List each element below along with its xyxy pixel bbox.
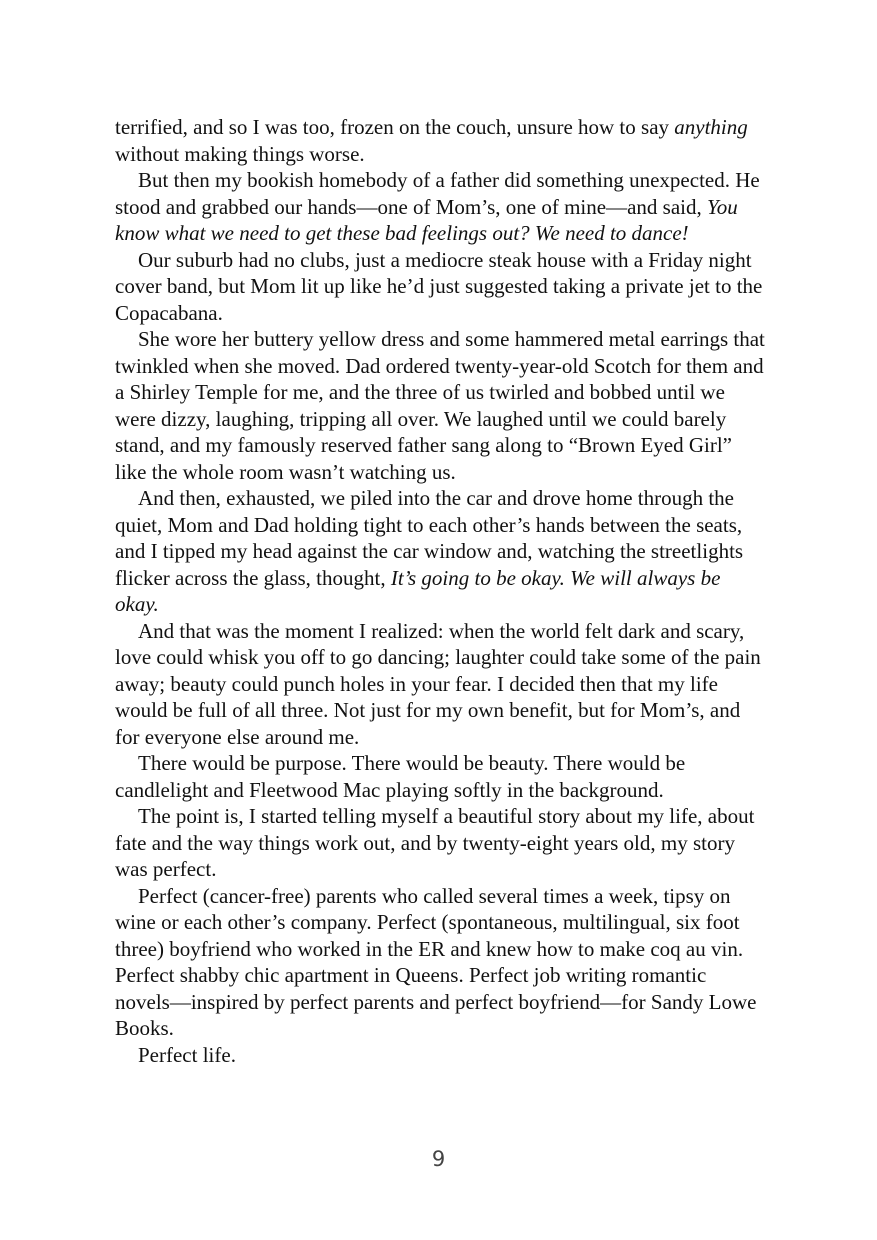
paragraph-text: terrified, and so I was too, frozen on the couch, unsure how to say <box>115 115 675 139</box>
paragraph-text: She wore her buttery yellow dress and some hammered metal earrings that twinkled when she moved. Dad ordered twenty-year-old Scotch for them and a Shirley Temple for me, and the three of us twirled and bobbed until we were dizzy, laughing, tripping all over. We laughed until we could barely stand, and my famously reserved father sang along to “Brown Eyed Girl” like the whole room wasn’t watching us. <box>115 327 765 484</box>
paragraph <box>115 114 765 167</box>
page-number: 9 <box>431 1147 446 1171</box>
italic-text: You know what we need to get these bad feelings out? We need to dance! <box>115 194 738 245</box>
paragraph <box>115 803 765 883</box>
paragraph <box>115 883 765 1042</box>
paragraph-text: Perfect (cancer-free) parents who called several times a week, tipsy on wine or each other’s company. Perfect (spontaneous, multilingual, six foot three) boyfriend who worked in the ER and knew how to make coq au vin. Perfect shabby chic apartment in Queens. Perfect job writing romantic novels—inspired by perfect parents and perfect boyfriend—for Sandy Lowe Books. <box>115 883 757 1040</box>
paragraph <box>115 618 765 751</box>
paragraph-text: Our suburb had no clubs, just a mediocre steak house with a Friday night cover band, but Mom lit up like he’d just suggested taking a private jet to the Copacabana. <box>115 247 763 325</box>
paragraph <box>115 1042 765 1069</box>
paragraph-text: And that was the moment I realized: when the world felt dark and scary, love could whisk you off to go dancing; laughter could take some of the pain away; beauty could punch holes in your fear. I decided then that my life would be full of all three. Not just for my own benefit, but for Mom’s, and for everyone else around me. <box>115 618 761 749</box>
italic-text: It’s going to be okay. We will always be okay. <box>115 565 721 616</box>
paragraph-text: without making things worse. <box>115 141 365 166</box>
paragraph-text: The point is, I started telling myself a beautiful story about my life, about fate and the way things work out, and by twenty-eight years old, my story was perfect. <box>115 804 755 881</box>
paragraph <box>115 485 765 618</box>
body-text <box>115 114 765 1068</box>
paragraph <box>115 247 765 327</box>
italic-text: anything <box>674 115 748 139</box>
paragraph-text: Perfect life. <box>138 1042 236 1067</box>
paragraph <box>115 326 765 485</box>
paragraph-text: And then, exhausted, we piled into the car and drove home through the quiet, Mom and Dad holding tight to each other’s hands between the seats, and I tipped my head against the car window and, watching the streetlights flicker across the glass, thought, <box>115 486 744 590</box>
paragraph-text: But then my bookish homebody of a father did something unexpected. He stood and grabbed our hands—one of Mom’s, one of mine—and said, <box>115 168 760 219</box>
paragraph <box>115 750 765 803</box>
paragraph-text: There would be purpose. There would be beauty. There would be candlelight and Fleetwood Mac playing softly in the background. <box>115 751 686 802</box>
paragraph <box>115 167 765 247</box>
